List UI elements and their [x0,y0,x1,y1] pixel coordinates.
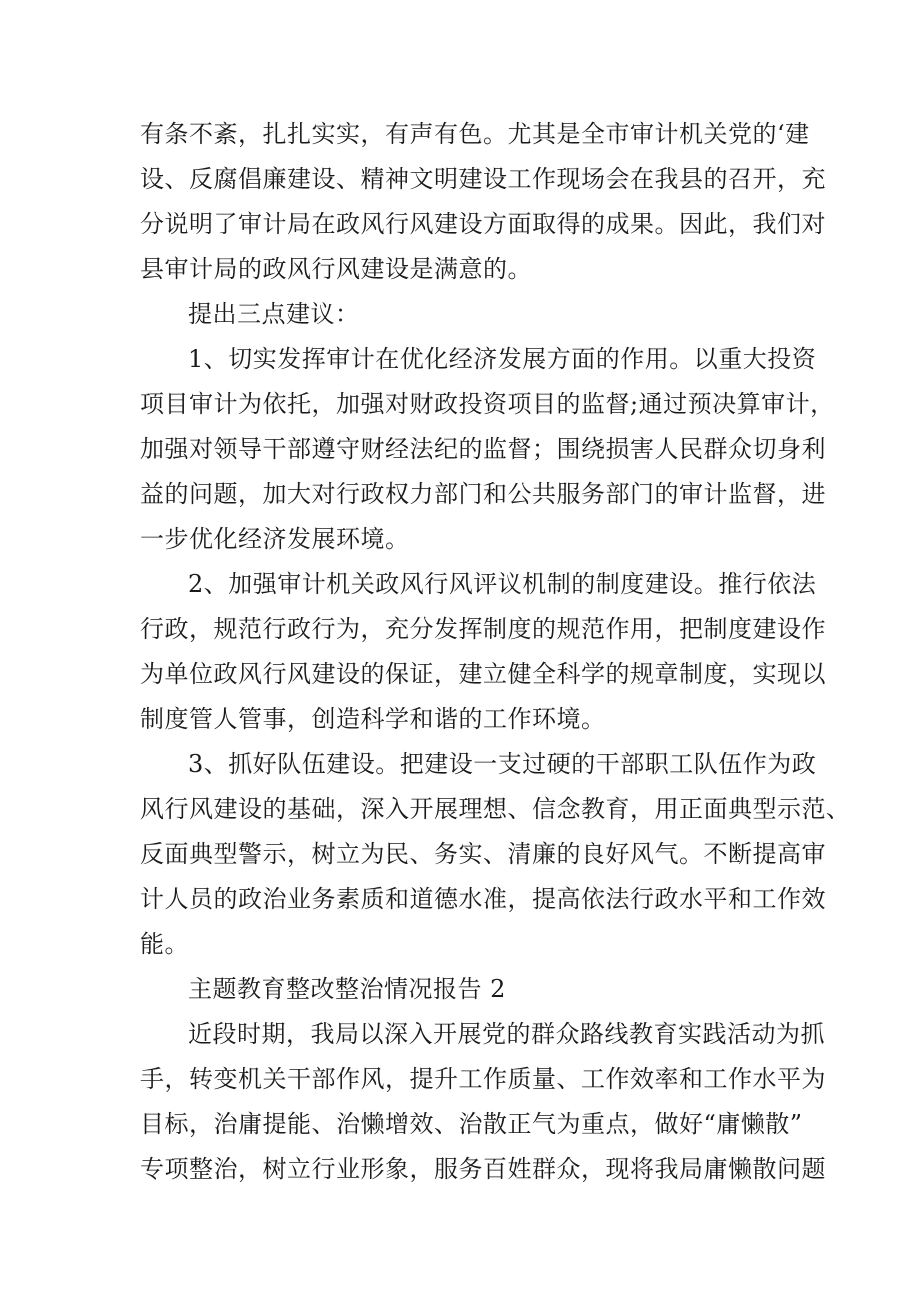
text-line: 2、加强审计机关政风行风评议机制的制度建设。推行依法 [188,570,817,598]
text-line: 反面典型警示，树立为民、务实、清廉的良好风气。不断提高审 [140,840,826,868]
text-line: 有条不紊，扎扎实实，有声有色。尤其是全市审计机关党的‘建 [140,120,810,148]
text-line: 1、切实发挥审计在优化经济发展方面的作用。以重大投资 [188,345,817,373]
text-line: 制度管人管事，创造科学和谐的工作环境。 [140,705,606,733]
suggestion-3 [140,742,851,967]
text-line: 目标，治庸提能、治懒增效、治散正气为重点，做好“庸懒散” [140,1110,803,1138]
text-line: 一步优化经济发展环境。 [140,525,410,553]
report-2-intro [140,1012,826,1192]
text-line: 设、反腐倡廉建设、精神文明建设工作现场会在我县的召开，充 [140,165,826,193]
document-body [140,112,851,1192]
text-line: 行政，规范行政行为，充分发挥制度的规范作用，把制度建设作 [140,615,826,643]
text-line: 分说明了审计局在政风行风建设方面取得的成果。因此，我们对 [140,210,826,238]
section-title: 主题教育整改整治情况报告 2 [188,975,506,1003]
paragraph-continuation [140,112,826,292]
text-line: 能。 [140,930,189,958]
text-line: 近段时期，我局以深入开展党的群众路线教育实践活动为抓 [188,1020,825,1048]
text-line: 县审计局的政风行风建设是满意的。 [140,255,532,283]
suggestion-2 [140,562,826,742]
text-line: 项目审计为依托，加强对财政投资项目的监督;通过预决算审计， [140,390,835,418]
report-2-title [140,967,790,1012]
text-line: 为单位政风行风建设的保证，建立健全科学的规章制度，实现以 [140,660,826,688]
text-line: 计人员的政治业务素质和道德水准，提高依法行政水平和工作效 [140,885,826,913]
text-line: 益的问题，加大对行政权力部门和公共服务部门的审计监督，进 [140,480,826,508]
text-line: 手，转变机关干部作风，提升工作质量、工作效率和工作水平为 [140,1065,826,1093]
text-line: 加强对领导干部遵守财经法纪的监督；围绕损害人民群众切身利 [140,435,826,463]
suggestions-heading [140,292,790,337]
text-line: 专项整治，树立行业形象，服务百姓群众，现将我局庸懒散问题 [140,1155,826,1183]
text-line: 风行风建设的基础，深入开展理想、信念教育，用正面典型示范、 [140,795,851,823]
text-line: 提出三点建议： [188,300,360,328]
suggestion-1 [140,337,835,562]
text-line: 3、抓好队伍建设。把建设一支过硬的干部职工队伍作为政 [188,750,817,778]
